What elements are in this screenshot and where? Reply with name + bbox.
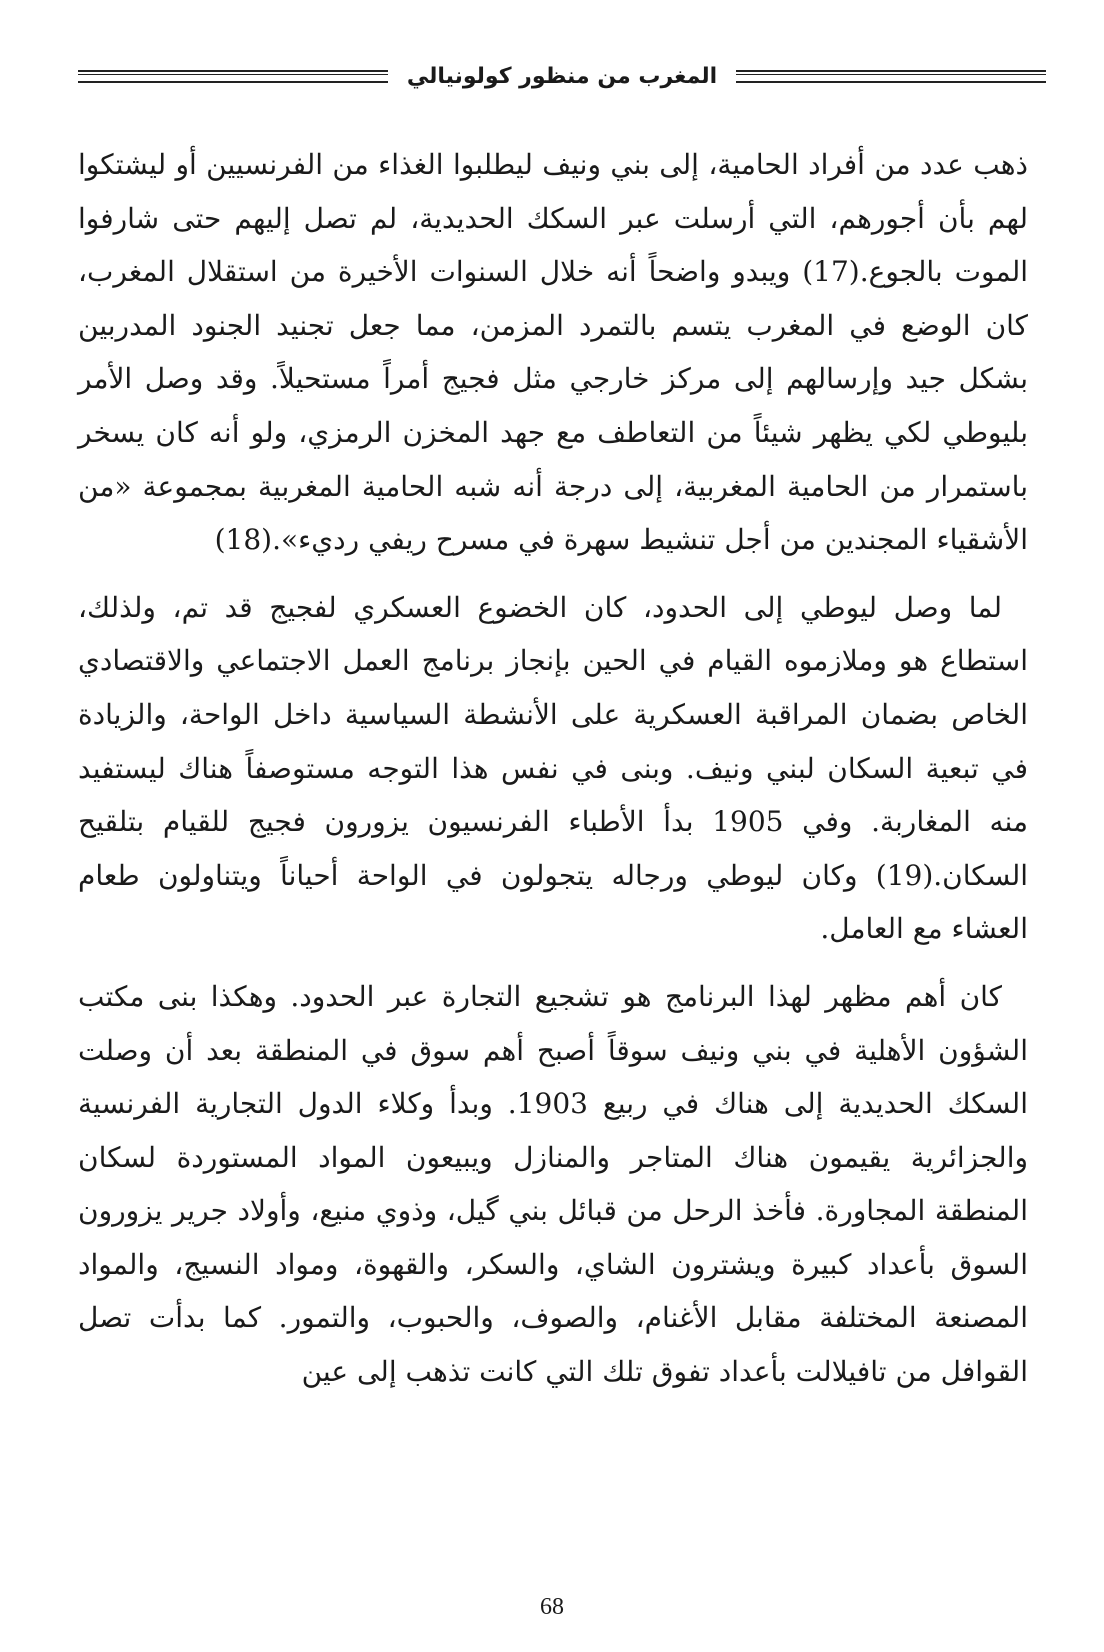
header-rule-left	[78, 70, 388, 83]
paragraph	[78, 970, 1028, 1399]
paragraph-text: كان أهم مظهر لهذا البرنامج هو تشجيع التجارة عبر الحدود. وهكذا بنى مكتب الشؤون الأهلية في بني ونيف سوقاً أصبح أهم سوق في المنطقة بعد أن وصلت السكك الحديدية إلى هناك في ربيع 1903. وبدأ وكلاء الدول التجارية الفرنسية والجزائرية يقيمون هناك المتاجر والمنازل ويبيعون المواد المستوردة لسكان المنطقة المجاورة. فأخذ الرحل من قبائل بني گيل، وذوي منيع، وأولاد جرير يزورون السوق بأعداد كبيرة ويشترون الشاي، والسكر، والقهوة، ومواد النسيج، والمواد المصنعة المختلفة مقابل الأغنام، والصوف، والحبوب، والتمور. كما بدأت تصل القوافل من تافيلالت بأعداد تفوق تلك التي كانت تذهب إلى عين	[78, 979, 1028, 1389]
body-text	[78, 138, 1028, 1399]
paragraph	[78, 581, 1028, 956]
running-title: المغرب من منظور كولونيالي	[406, 63, 718, 89]
page-header	[78, 56, 1046, 96]
paragraph	[78, 138, 1028, 567]
page-number: 68	[540, 1594, 564, 1620]
paragraph-text: لما وصل ليوطي إلى الحدود، كان الخضوع العسكري لفجيج قد تم، ولذلك، استطاع هو وملازموه القيام في الحين بإنجاز برنامج العمل الاجتماعي والاقتصادي الخاص بضمان المراقبة العسكرية على الأنشطة السياسية داخل الواحة، والزيادة في تبعية السكان لبني ونيف. وبنى في نفس هذا التوجه مستوصفاً هناك ليستفيد منه المغاربة. وفي 1905 بدأ الأطباء الفرنسيون يزورون فجيج للقيام بتلقيح السكان.(19) وكان ليوطي ورجاله يتجولون في الواحة أحياناً ويتناولون طعام العشاء مع العامل.	[78, 590, 1029, 946]
paragraph-text: ذهب عدد من أفراد الحامية، إلى بني ونيف ليطلبوا الغذاء من الفرنسيين أو ليشتكوا لهم بأن أجورهم، التي أرسلت عبر السكك الحديدية، لم تصل إليهم حتى شارفوا الموت بالجوع.(17) ويبدو واضحاً أنه خلال السنوات الأخيرة من استقلال المغرب، كان الوضع في المغرب يتسم بالتمرد المزمن، مما جعل تجنيد الجنود المدربين بشكل جيد وإرسالهم إلى مركز خارجي مثل فجيج أمراً مستحيلاً. وقد وصل الأمر بليوطي لكي يظهر شيئاً من التعاطف مع جهد المخزن الرمزي، ولو أنه كان يسخر باستمرار من الحامية المغربية، إلى درجة أنه شبه الحامية المغربية بمجموعة «من الأشقياء المجندين من أجل تنشيط سهرة في مسرح ريفي رديء».(18)	[78, 148, 1028, 557]
header-rule-right	[736, 70, 1046, 83]
